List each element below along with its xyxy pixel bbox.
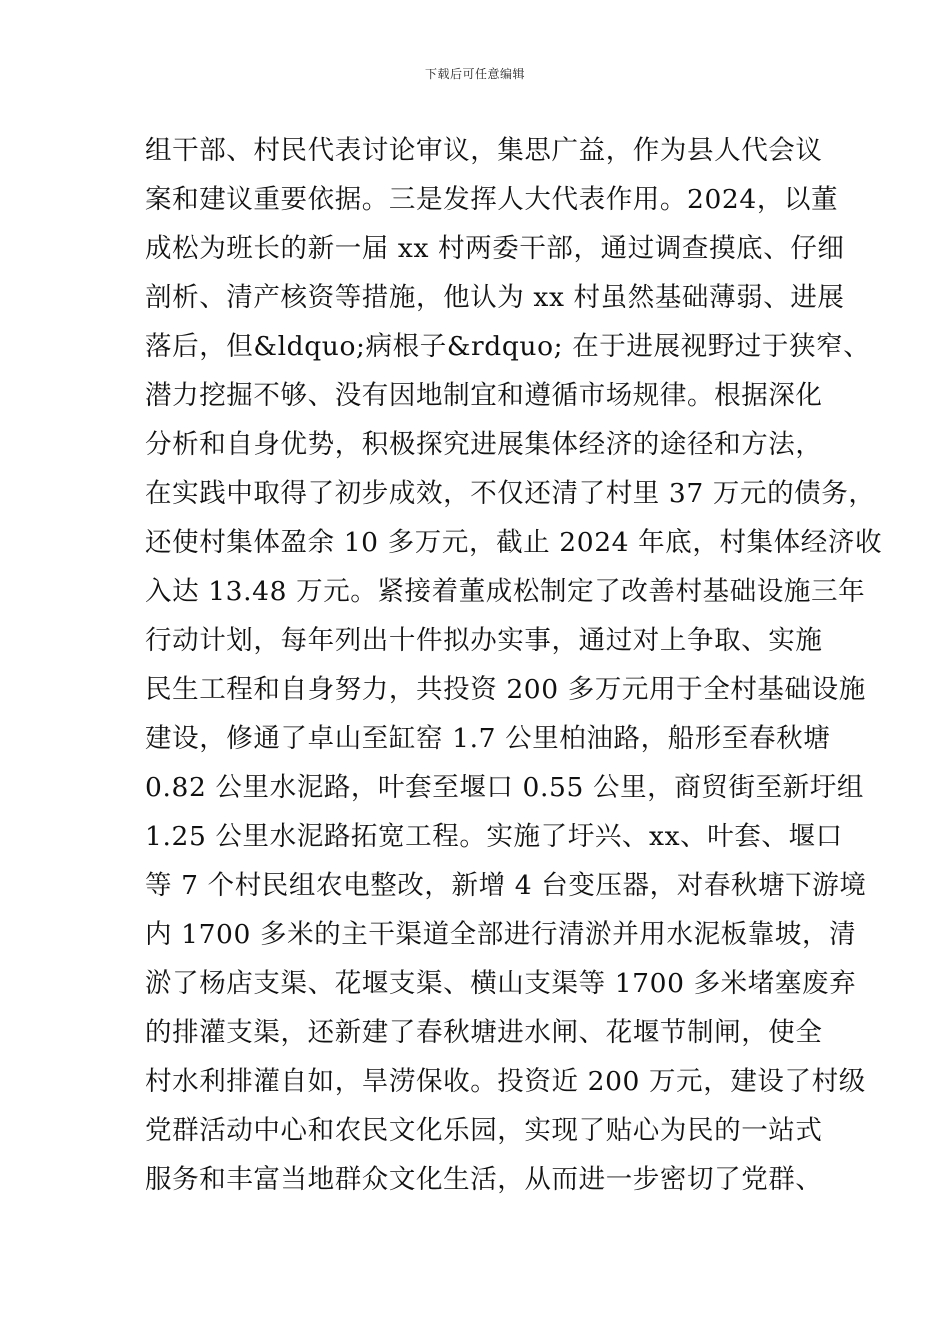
text-line: 0.82 公里水泥路，叶套至堰口 0.55 公里，商贸街至新圩组 bbox=[145, 772, 864, 803]
text-line: 在实践中取得了初步成效，不仅还清了村里 37 万元的债务， bbox=[145, 478, 876, 509]
page-header-note: 下载后可任意编辑 bbox=[424, 67, 525, 81]
text-line: 的排灌支渠，还新建了春秋塘进水闸、花堰节制闸，使全 bbox=[145, 1017, 823, 1048]
text-line: 落后，但&ldquo;病根子&rdquo; 在于进展视野过于狭窄、 bbox=[145, 331, 871, 362]
text-line: 民生工程和自身努力，共投资 200 多万元用于全村基础设施 bbox=[145, 674, 866, 705]
text-line: 等 7 个村民组农电整改，新增 4 台变压器，对春秋塘下游境 bbox=[145, 870, 867, 901]
body-paragraph bbox=[145, 126, 883, 1204]
text-line: 1.25 公里水泥路拓宽工程。实施了圩兴、xx、叶套、堰口 bbox=[145, 821, 843, 852]
text-line: 内 1700 多米的主干渠道全部进行清淤并用水泥板靠坡，清 bbox=[145, 919, 857, 950]
text-line: 剖析、清产核资等措施，他认为 xx 村虽然基础薄弱、进展 bbox=[145, 282, 845, 313]
text-line: 行动计划，每年列出十件拟办实事，通过对上争取、实施 bbox=[145, 625, 823, 656]
text-line: 还使村集体盈余 10 多万元，截止 2024 年底，村集体经济收 bbox=[145, 527, 883, 558]
text-line: 党群活动中心和农民文化乐园，实现了贴心为民的一站式 bbox=[145, 1115, 823, 1146]
text-line: 淤了杨店支渠、花堰支渠、横山支渠等 1700 多米堵塞废弃 bbox=[145, 968, 857, 999]
text-line: 服务和丰富当地群众文化生活，从而进一步密切了党群、 bbox=[145, 1164, 823, 1195]
text-line: 案和建议重要依据。三是发挥人大代表作用。2024，以董 bbox=[145, 184, 839, 215]
text-line: 成松为班长的新一届 xx 村两委干部，通过调查摸底、仔细 bbox=[145, 233, 845, 264]
text-line: 潜力挖掘不够、没有因地制宜和遵循市场规律。根据深化 bbox=[145, 380, 823, 411]
text-line: 入达 13.48 万元。紧接着董成松制定了改善村基础设施三年 bbox=[145, 576, 866, 607]
text-line: 分析和自身优势，积极探究进展集体经济的途径和方法， bbox=[145, 429, 823, 460]
text-line: 村水利排灌自如，旱涝保收。投资近 200 万元，建设了村级 bbox=[145, 1066, 866, 1097]
text-line: 组干部、村民代表讨论审议，集思广益，作为县人代会议 bbox=[145, 135, 823, 166]
text-line: 建设，修通了卓山至缸窑 1.7 公里柏油路，船形至春秋塘 bbox=[145, 723, 831, 754]
